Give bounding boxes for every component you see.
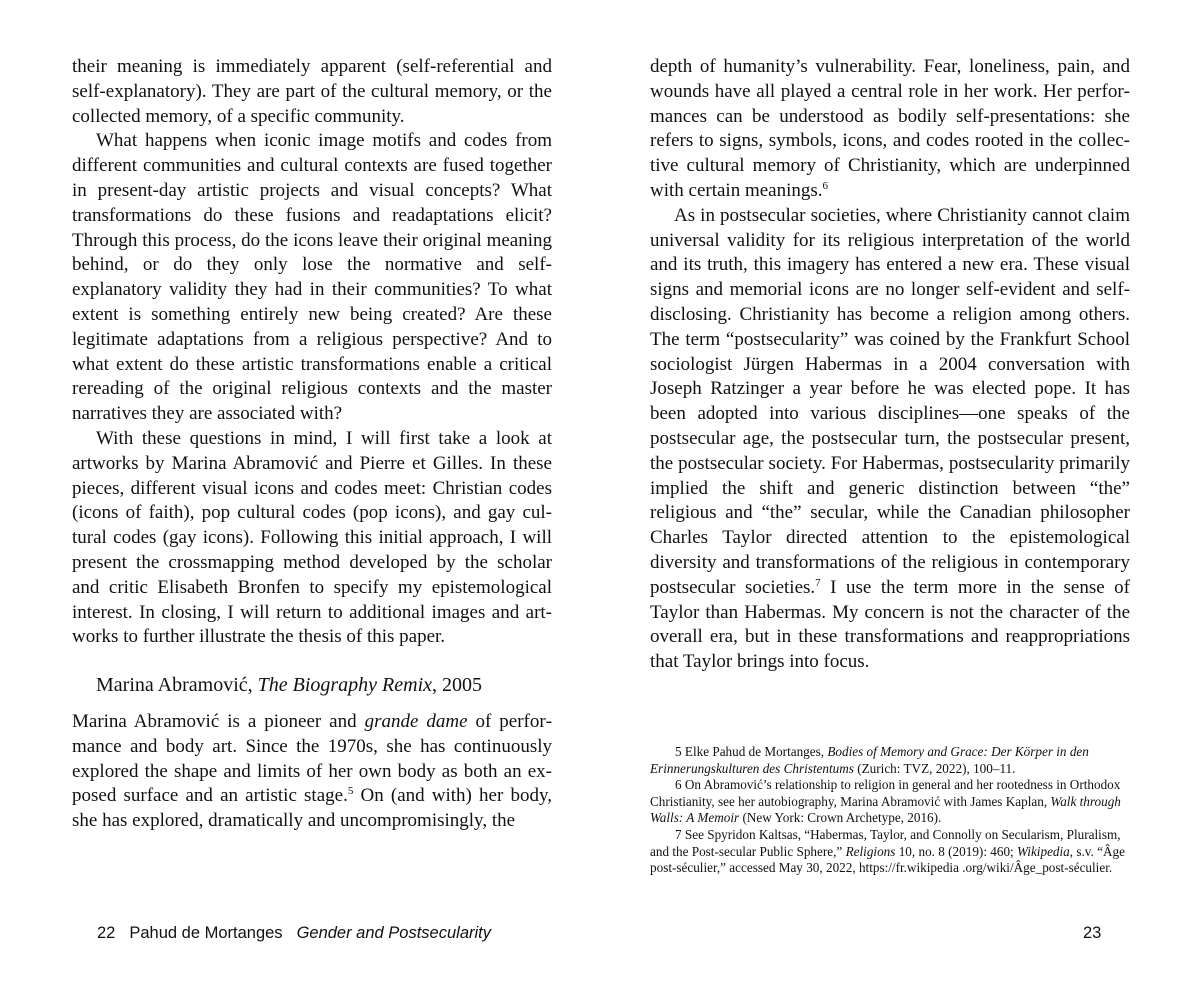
footnote-reference[interactable]: 5 (347, 785, 354, 798)
running-book-title: Gender and Postsecularity (296, 924, 492, 942)
running-footer-right (1083, 924, 1101, 943)
page-number: 22 (97, 924, 116, 942)
page-number: 23 (1083, 924, 1102, 942)
paragraph: With these questions in mind, I will first take a look at artworks by Marina Abramović and Pierre et Gilles. In these pieces, different visual icons and codes meet: Christian codes (icons of faith), pop cultural codes (pop icons), and gay cultural codes (gay icons). Following this initial approach, I will present the crossmapping method developed by the scholar and critic Elisabeth Bronfen to specify my epistemological interest. In closing, I will return to additional images and artworks to further illustrate the thesis of this paper. (72, 427, 552, 648)
heading-work-title: The Biography Remix (257, 674, 433, 697)
running-author: Pahud de Mortanges (129, 924, 283, 942)
footnote-7: 7 See Spyridon Kaltsas, “Habermas, Taylor, and Connolly on Secularism, Pluralism, and the Post-secular Public Sphere,” Religions 10, no. 8 (2019): 460; Wikipedia, s.v. “Âge post-séculier,” accessed May 30, 2022, https://fr.wikipedia .org/wiki/Âge_post-séculier. (650, 826, 1125, 876)
heading-year: , 2005 (432, 674, 483, 697)
footnote-6: 6 On Abramović’s relationship to religion in general and her rootedness in Orthodox Christianity, see her autobiography, Marina Abramović with James Kaplan, Walk through Walls: A Memoir (New York: Crown Archetype, 2016). (650, 777, 1121, 826)
heading-artist: Marina Abramović, (96, 674, 258, 697)
footnote-reference[interactable]: 7 (815, 576, 821, 589)
footnote-5: 5 Elke Pahud de Mortanges, Bodies of Memory and Grace: Der Körper in den Erinnerungskulturen des Christentums (Zurich: TVZ, 2022), 100–11. (650, 744, 1089, 776)
paragraph: their meaning is immediately apparent (self-referential and self-explanatory). They are part of the cultural memory, or the collected memory, of a specific community. (72, 56, 552, 127)
right-page (600, 0, 1200, 989)
paragraph: What happens when iconic image motifs and codes from different communities and cultural contexts are fused together in present-day artistic projects and visual concepts? What transformations do these fusions and readaptations elicit? Through this process, do the icons leave their original meaning behind, or do they only lose the normative and self-explanatory validity they had in their communities? To what extent is something entirely new being created? Are these legitimate adaptations from a religious perspective? And to what extent do these artistic transformations enable a critical rereading of the original religious contexts and the master narratives they are associated with? (72, 130, 552, 425)
footnote-link[interactable]: , s.v. “Âge post-séculier,” accessed May 30, 2022, https://fr.wikipedia .org/wiki/Âge_post-séculier. (650, 843, 1125, 876)
paragraph: Marina Abramović is a pioneer and grande dame of performance and body art. Since the 1970s, she has continuously explored the shape and limits of her own body as both an exposed surface and an artistic stage.$^5$ On (and with) her body, she has explored, dramatically and uncompromisingly, the (72, 710, 553, 832)
right-body-text (650, 55, 1130, 675)
footnote-reference[interactable]: 6 (822, 179, 829, 192)
running-footer-left (97, 924, 491, 943)
paragraph: depth of humanity’s vulnerability. Fear, loneliness, pain, and wounds have all played a central role in her work. Her performances can be understood as bodily self-presentations: she refers to signs, symbols, icons, and codes rooted in the collective cultural memory of Christianity, which are underpinned with certain meanings.$^6$ (650, 56, 1130, 201)
footnotes (650, 744, 1130, 877)
paragraph: As in postsecular societies, where Christianity cannot claim universal validity for its religious interpretation of the world and its truth, this imagery has entered a new era. These visual signs and memorial icons are no longer self-evident and self-disclosing. Christianity has become a religion among others. The term “postsecularity” was coined by the Frankfurt School sociologist Jürgen Habermas in a 2004 conversation with Joseph Ratzinger a year before he was elected pope. It has been adopted into various disciplines—one speaks of the postsecular age, the postsecular turn, the postsecular present, the postsecular society. For Habermas, postsecularity primarily implied the shift and generic distinction between “the” religious and “the” secular, while the Canadian philosopher Charles Taylor directed attention to the epistemological diversity and transformations of the religious in contemporary postsecular societies.$^7$ I use the term more in the sense of Taylor than Habermas. My concern is not the character of the overall era, but in these transformations and reappropriations that Taylor brings into focus. (650, 204, 1130, 673)
left-body-text (72, 55, 552, 834)
section-heading (96, 673, 552, 698)
